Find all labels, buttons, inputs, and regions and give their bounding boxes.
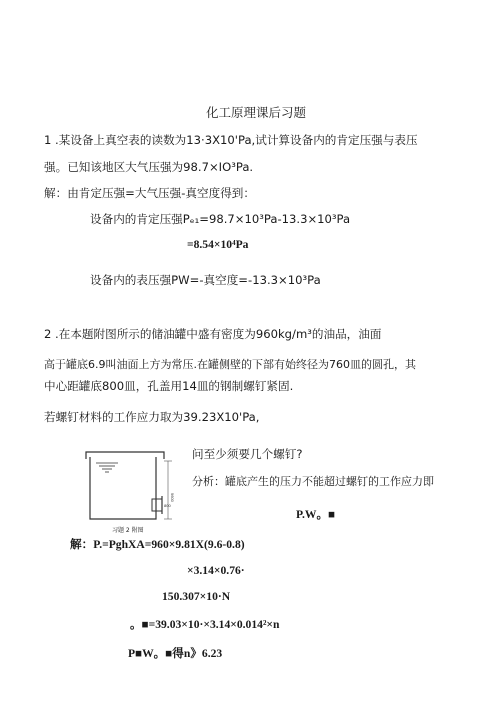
problem-2-line-2: 高于罐底6.9叫油面上方为常压.在罐侧壁的下部有始终径为760皿的圆孔，其 <box>44 358 416 371</box>
figure-side-label: 800 <box>164 503 171 508</box>
solution-1-gauge-pressure: 设备内的表压强PW=-真空度=-13.3×10³Pa <box>90 273 321 287</box>
solution-1-intro: 解：由肯定压强=大气压强-真空度得到： <box>44 186 255 200</box>
solution-2-line-5: P■W。■得n》6.23 <box>128 647 223 660</box>
solution-1-absolute-pressure: 设备内的肯定压强Pₑ₁=98.7×10³Pa-13.3×10³Pa <box>90 212 351 226</box>
problem-2-line-3: 中心距罐底800皿，孔盖用14皿的钢制螺钉紧固. <box>44 379 294 393</box>
problem-2-question: 问至少须要几个螺钉? <box>192 447 303 461</box>
solution-2-line-2: ×3.14×0.76· <box>187 564 245 577</box>
problem-2-line-4: 若螺钉材料的工作应力取为39.23X10'Pa, <box>44 410 260 424</box>
figure-dimension-label: 9600 <box>170 493 175 502</box>
analysis-line: 分析：罐底产生的压力不能超过螺钉的工作应力即 <box>192 475 434 488</box>
problem-1-line-1: 1 .某设备上真空表的读数为13·3X10'Pa,试计算设备内的肯定压强与表压 <box>44 133 418 147</box>
storage-tank-diagram <box>78 447 182 537</box>
problem-1-line-2: 强。已知该地区大气压强为98.7×IO³Pa. <box>44 160 254 174</box>
solution-2-line-3: 150.307×10·N <box>162 590 231 603</box>
problem-2-line-1: 2 .在本题附图所示的储油罐中盛有密度为960kg/m³的油品，油面 <box>44 327 382 341</box>
page-title: 化工原理课后习题 <box>206 105 307 120</box>
figure-caption: 习题 2 附图 <box>112 527 144 534</box>
analysis-condition: P.W。■ <box>296 508 336 521</box>
solution-2-line-4: 。■=39.03×10·×3.14×0.014²×n <box>130 618 280 631</box>
storage-tank-figure <box>78 447 182 537</box>
solution-2-line-1: 解：P.=PghXA=960×9.81X(9.6-0.8) <box>70 538 245 551</box>
solution-1-result: =8.54×10⁴Pa <box>187 238 249 251</box>
